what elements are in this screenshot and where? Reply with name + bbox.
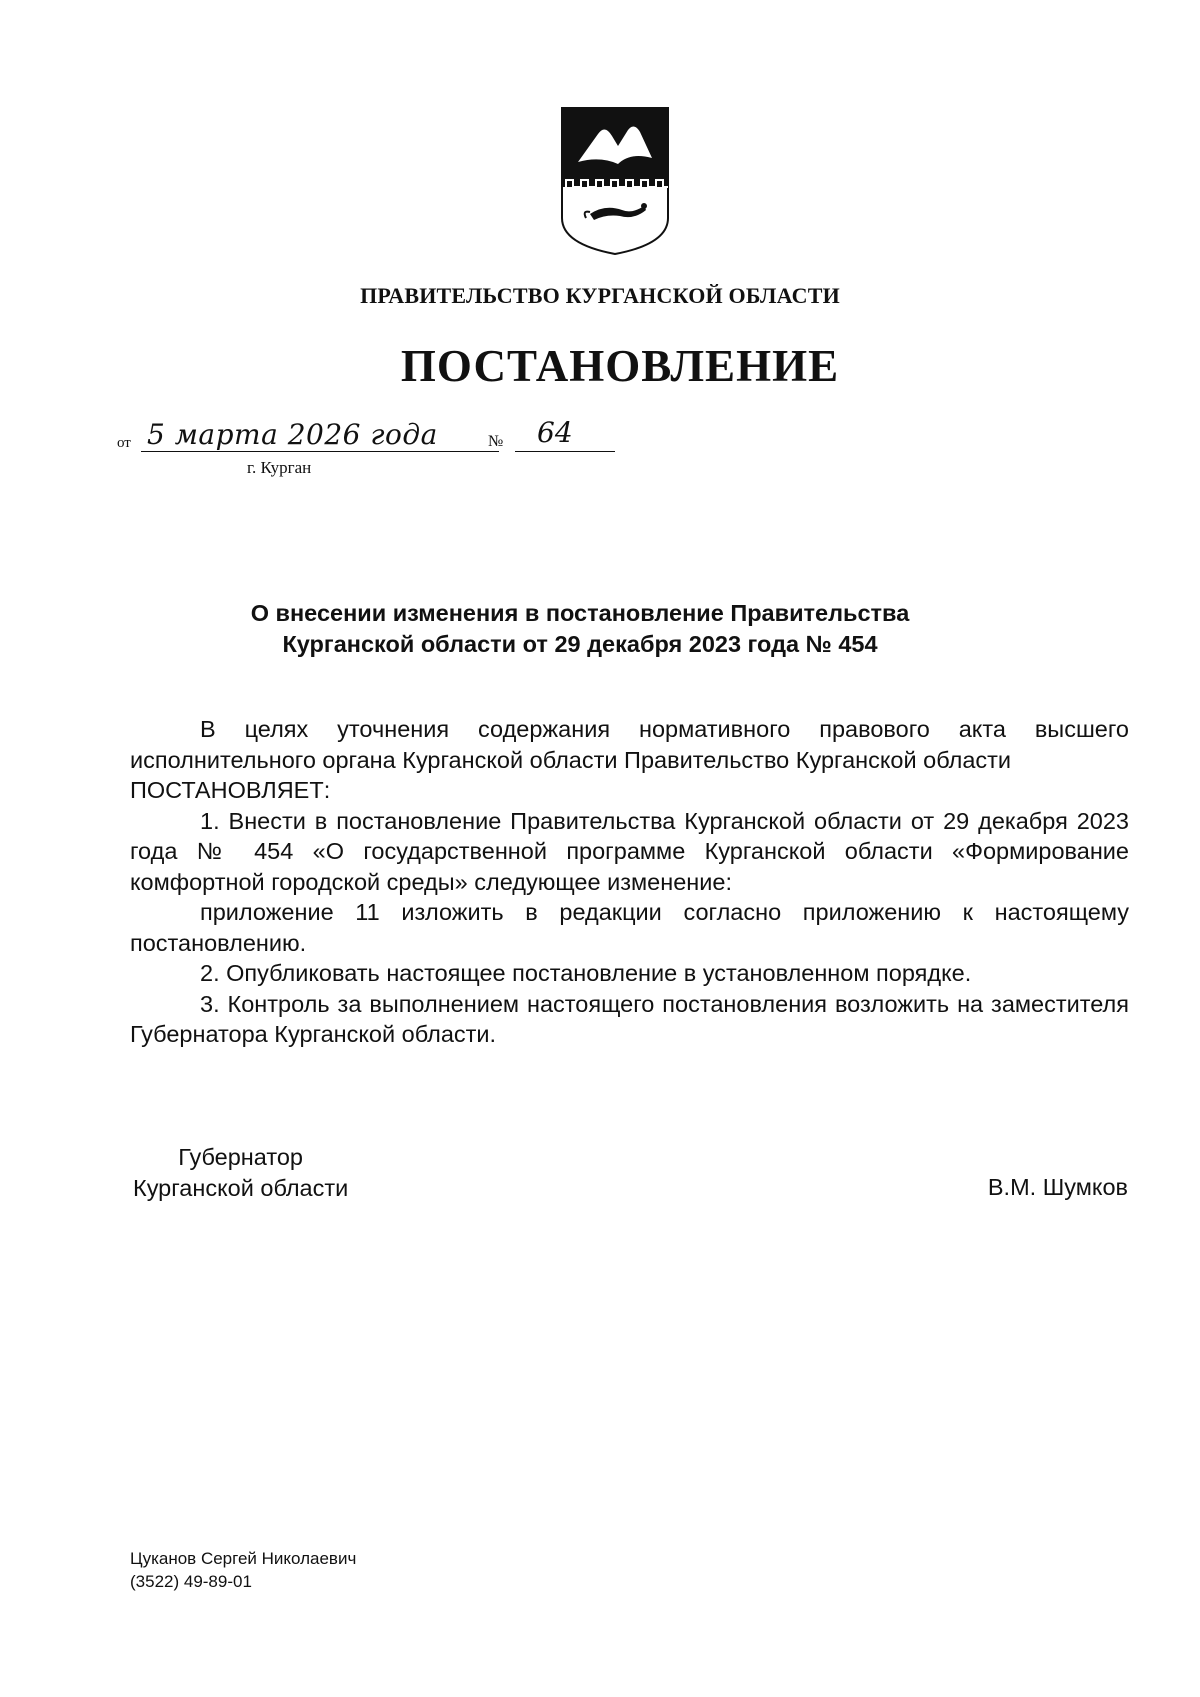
signer-position-line-2: Курганской области	[133, 1175, 349, 1201]
intro-paragraph: В целях уточнения содержания нормативного правового акта высшего исполнительного органа Курганской области Правительство Курганской области	[130, 716, 1129, 773]
item-1-paragraph: 1. Внести в постановление Правительства Курганской области от 29 декабря 2023 года № 454 «О государственной программе Курганской области «Формирование комфортной городской среды» следующее изменение:	[130, 807, 1129, 895]
item-2-paragraph: 2. Опубликовать настоящее постановление в установленном порядке.	[200, 960, 972, 986]
handwritten-date: 5 марта 2026 года	[147, 418, 438, 451]
subject-line-1: О внесении изменения в постановление Правительства	[250, 600, 910, 626]
executor-name: Цуканов Сергей Николаевич	[130, 1549, 357, 1568]
handwritten-number: 64	[537, 416, 573, 449]
signer-name: В.М. Шумков	[987, 1174, 1128, 1200]
subject-line-2: Курганской области от 29 декабря 2023 года № 454	[282, 631, 878, 657]
number-underline	[515, 451, 615, 452]
signer-position	[133, 1142, 348, 1204]
government-title: ПРАВИТЕЛЬСТВО КУРГАНСКОЙ ОБЛАСТИ	[360, 283, 840, 308]
signer-position-line-1: Губернатор	[178, 1144, 303, 1170]
document-body	[130, 714, 1129, 1050]
executor-phone: (3522) 49-89-01	[130, 1572, 252, 1591]
city-label: г. Курган	[247, 458, 312, 477]
date-number-line	[117, 416, 617, 490]
number-prefix: №	[488, 433, 504, 450]
item-1-change-paragraph: приложение 11 изложить в редакции согласно приложению к настоящему постановлению.	[130, 899, 1129, 956]
item-3-paragraph: 3. Контроль за выполнением настоящего постановления возложить на заместителя Губернатора Курганской области.	[130, 990, 1129, 1047]
executor-info	[130, 1547, 356, 1593]
coat-of-arms-icon	[560, 106, 670, 256]
resolves-label: ПОСТАНОВЛЯЕТ:	[130, 777, 331, 803]
date-prefix: от	[117, 435, 131, 451]
date-underline	[141, 451, 499, 452]
document-subject	[0, 598, 1160, 660]
document-type: ПОСТАНОВЛЕНИЕ	[400, 341, 840, 391]
